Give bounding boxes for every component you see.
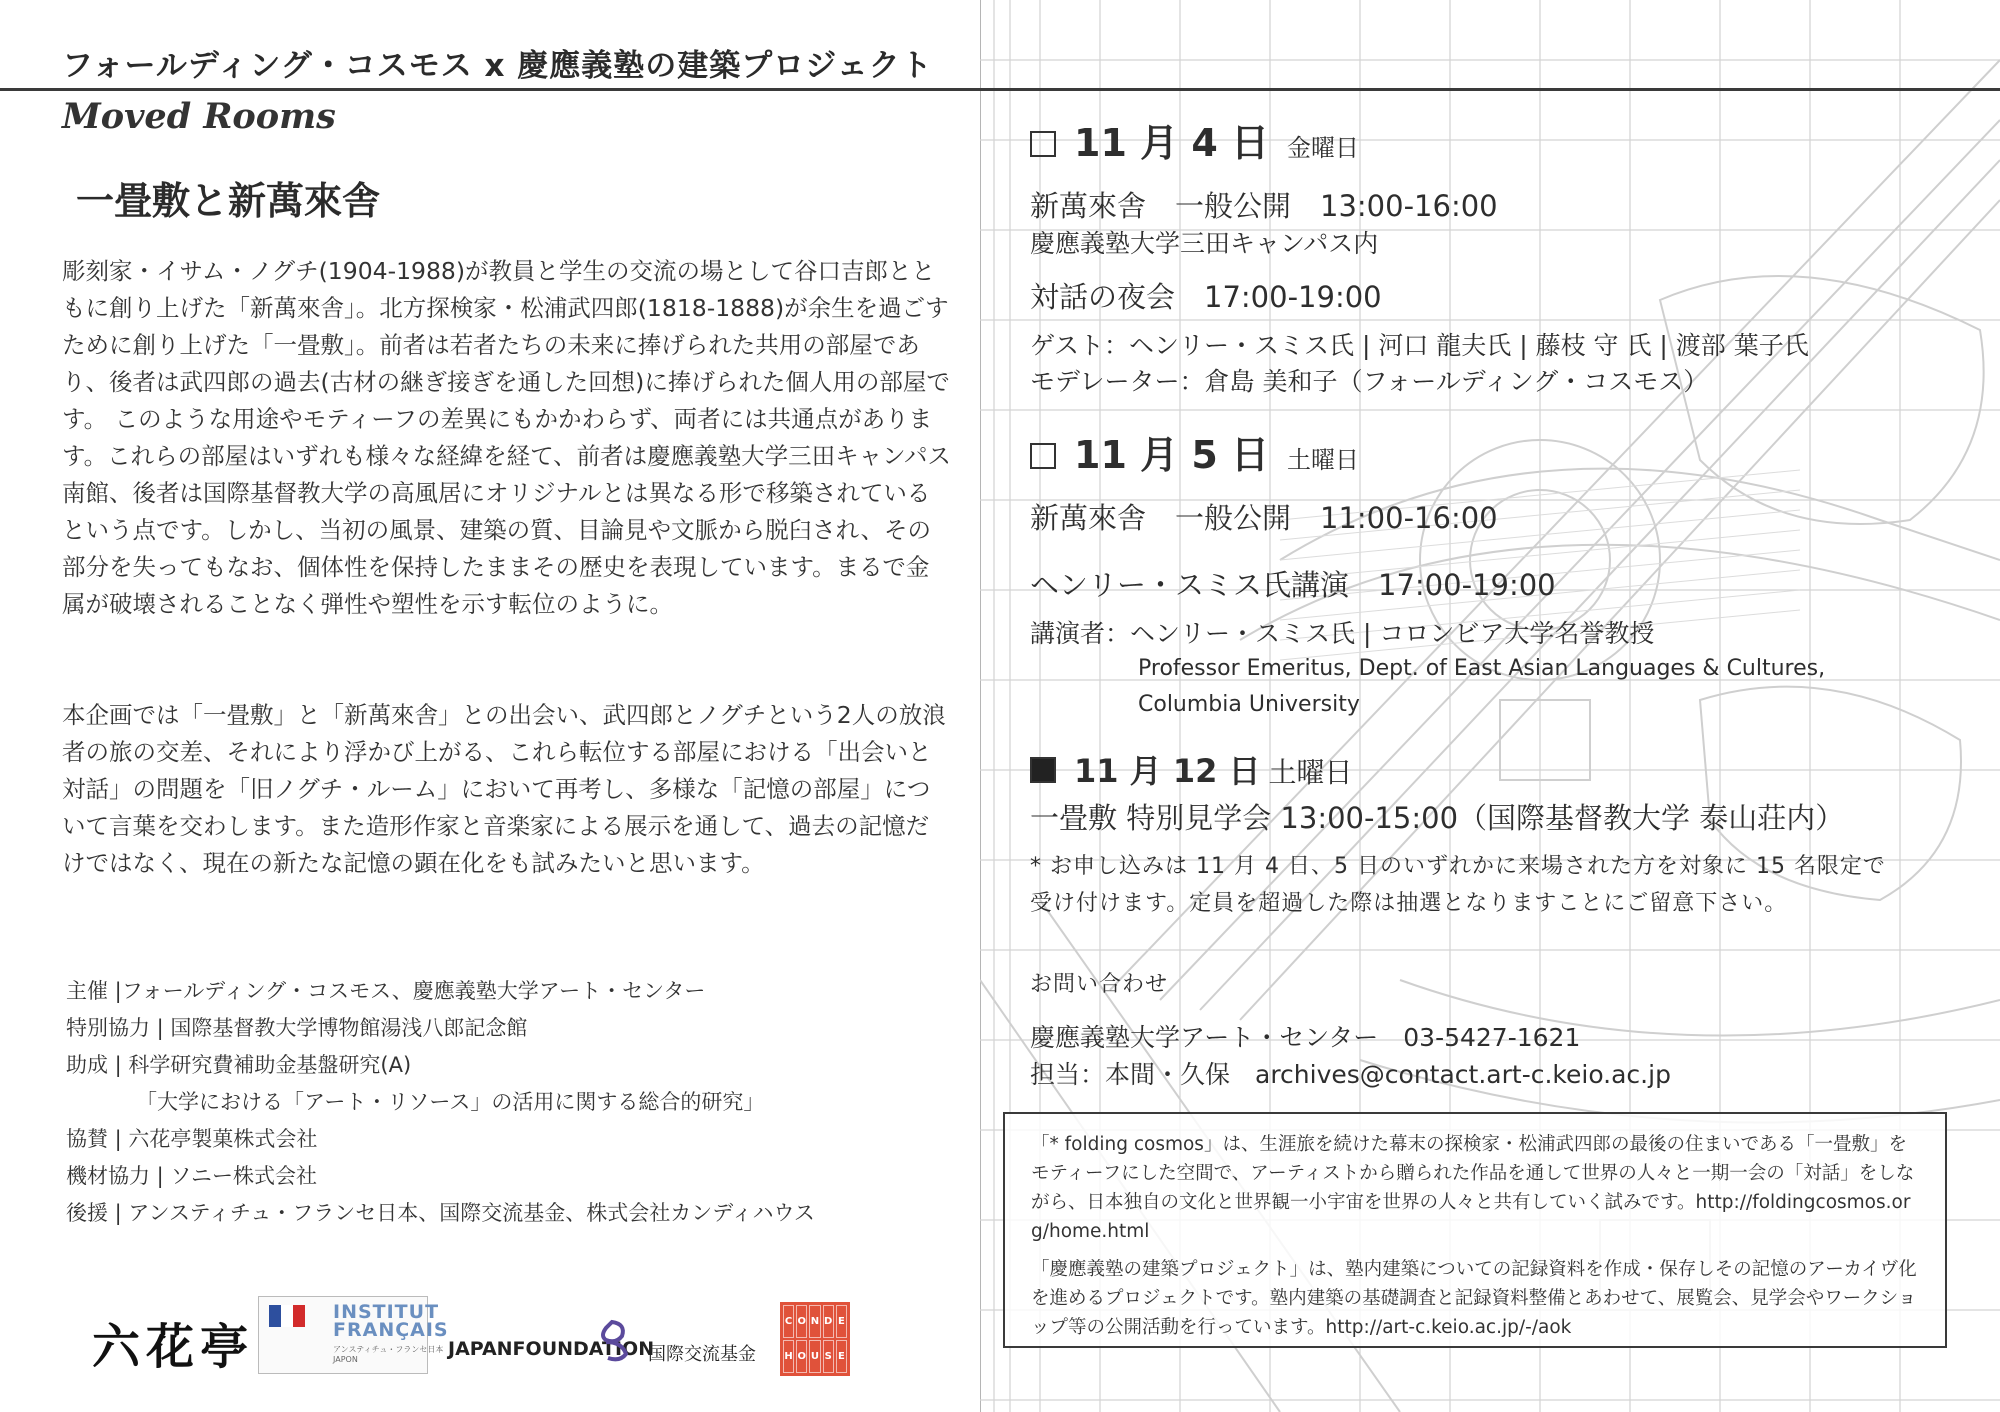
- contact-org-phone: 慶應義塾大学アート・センター 03-5427-1621: [1030, 1023, 1581, 1052]
- section-heading: 一畳敷と新萬來舎: [76, 179, 381, 223]
- condehouse-letter: O: [796, 1305, 807, 1338]
- contact-label: お問い合わせ: [1030, 972, 1169, 997]
- event-date: 11 月 12 日: [1074, 752, 1261, 790]
- kokusai-koryu-kikin-text: 国際交流基金: [648, 1344, 756, 1365]
- event-date-nov5: [1030, 424, 1359, 479]
- condehouse-letter: O: [796, 1340, 807, 1373]
- credit-organizer: 主催 |フォールディング・コスモス、慶應義塾大学アート・センター: [66, 979, 706, 1003]
- intro-paragraph: 彫刻家・イサム・ノグチ(1904-1988)が教員と学生の交流の場として谷口吉郎とともに創り上げた「新萬來舎」。北方探検家・松浦武四郎(1818-1888)が余生を過ごすために創り上げた「一畳敷」。前者は若者たちの未来に捧げられた共用の部屋であり、後者は武四郎の過去(古材の継ぎ接ぎを通した回想)に捧げられた個人用の部屋です。 このような用途やモティーフの差異にもかかわらず、両者には共通点があります。これらの部屋はいずれも様々な経緯を経て、前者は慶應義塾大学三田キャンパス南館、後者は国際基督教大学の高風居にオリジナルとは異なる形で移築されているという点です。しかし、当初の風景、建築の質、目論見や文脈から脱臼され、その部分を失ってもなお、個体性を保持したままその歴史を表現しています。まるで金属が破壊されることなく弾性や塑性を示す転位のように。: [62, 257, 952, 618]
- institut-francais-logo: [258, 1296, 449, 1374]
- condehouse-letter: C: [783, 1305, 794, 1338]
- nov4-dialogue-night: 対話の夜会 17:00-19:00: [1030, 280, 1382, 314]
- nov5-speaker: 講演者：ヘンリー・スミス氏 | コロンビア大学名誉教授: [1030, 619, 1655, 648]
- nov4-moderator: モデレーター：倉島 美和子（フォールディング・コスモス）: [1030, 367, 1709, 396]
- credit-grant-title: 「大学における「アート・リソース」の活用に関する総合的研究」: [136, 1090, 765, 1114]
- nov12-note-line2: 受け付けます。定員を超過した際は抽選となりますことにご留意下さい。: [1030, 891, 1788, 916]
- credit-equipment: 機材協力 | ソニー株式会社: [66, 1164, 318, 1188]
- header-rule: [0, 88, 2000, 91]
- subtitle: Moved Rooms: [62, 96, 336, 137]
- nov5-speaker-title-en: Professor Emeritus, Dept. of East Asian Languages & Cultures,: [1138, 656, 1826, 681]
- project-info-box: [1003, 1112, 1947, 1348]
- event-date-nov4: [1030, 112, 1359, 167]
- credit-grant: 助成 | 科学研究費補助金基盤研究(A): [66, 1053, 412, 1077]
- condehouse-letter: S: [823, 1340, 834, 1373]
- nov5-speaker-university-en: Columbia University: [1138, 692, 1360, 717]
- french-flag-icon: [269, 1305, 305, 1327]
- checkbox-icon: [1030, 131, 1056, 157]
- condehouse-letter: E: [836, 1340, 847, 1373]
- rokkatei-logo: 六花亭: [92, 1319, 255, 1375]
- condehouse-letter: D: [823, 1305, 834, 1338]
- japan-foundation-mark-icon: [592, 1318, 634, 1364]
- credit-special-cooperation: 特別協力 | 国際基督教大学博物館湯浅八郎記念館: [66, 1016, 528, 1040]
- header-title: フォールディング・コスモス x 慶應義塾の建築プロジェクト: [62, 48, 933, 84]
- event-date-nov12: [1030, 746, 1353, 792]
- condehouse-letter: N: [809, 1305, 820, 1338]
- nov12-special-visit: 一畳敷 特別見学会 13:00-15:00（国際基督教大学 泰山荘内）: [1030, 801, 1845, 835]
- credit-sponsor: 協賛 | 六花亭製菓株式会社: [66, 1127, 318, 1151]
- event-weekday: 金曜日: [1287, 134, 1360, 162]
- credit-support: 後援 | アンスティチュ・フランセ日本、国際交流基金、株式会社カンディハウス: [66, 1201, 815, 1225]
- sponsor-logos: [0, 1280, 900, 1390]
- nov4-guests: ゲスト：ヘンリー・スミス氏 | 河口 龍夫氏 | 藤枝 守 氏 | 渡部 葉子氏: [1030, 331, 1809, 360]
- keio-architecture-project-description: 「慶應義塾の建築プロジェクト」は、塾内建築についての記録資料を作成・保存しその記憶のアーカイヴ化を進めるプロジェクトです。塾内建築の基礎調査と記録資料整備とあわせて、展覧会、見学会やワークショップ等の公開活動を行っています。http://art-c.keio.ac.jp/-/aok: [1031, 1259, 1917, 1338]
- plan-paragraph: 本企画では「一畳敷」と「新萬來舎」との出会い、武四郎とノグチという2人の放浪者の旅の交差、それにより浮かび上がる、これら転位する部屋における「出会いと対話」の問題を「旧ノグチ・ルーム」において再考し、多様な「記憶の部屋」について言葉を交わします。また造形作家と音楽家による展示を通して、過去の記憶だけではなく、現在の新たな記憶の顕在化をも試みたいと思います。: [62, 701, 946, 877]
- condehouse-letter: U: [809, 1340, 820, 1373]
- checkbox-icon: [1030, 443, 1056, 469]
- event-date: 11 月 5 日: [1074, 433, 1270, 477]
- filled-square-icon: [1030, 757, 1056, 783]
- credits: [66, 973, 815, 1232]
- event-weekday: 土曜日: [1268, 756, 1353, 789]
- institut-name: INSTITUT FRANÇAIS: [333, 1301, 449, 1341]
- contact-person-email: 担当：本間・久保 archives@contact.art-c.keio.ac.jp: [1030, 1060, 1671, 1089]
- nov4-open-house: 新萬來舎 一般公開 13:00-16:00: [1030, 189, 1498, 223]
- event-date: 11 月 4 日: [1074, 121, 1270, 165]
- condehouse-logo: [780, 1302, 850, 1376]
- institut-subtitle-ja: アンスティチュ・フランセ日本: [333, 1345, 444, 1354]
- folding-cosmos-description: 「* folding cosmos」は、生涯旅を続けた幕末の探検家・松浦武四郎の最後の住まいである「一畳敷」をモティーフにした空間で、アーティストから贈られた作品を通して世界の人々と一期一会の「対話」をしながら、日本独自の文化と世界観一小宇宙を世界の人々と共有していく試みです。http://foldingcosmos.org/home.html: [1031, 1134, 1915, 1242]
- institut-subtitle-japon: JAPON: [333, 1355, 358, 1364]
- condehouse-letter: H: [783, 1340, 794, 1373]
- institut-subtitle: [333, 1345, 443, 1365]
- nov4-venue: 慶應義塾大学三田キャンパス内: [1030, 229, 1379, 258]
- nov5-open-house: 新萬來舎 一般公開 11:00-16:00: [1030, 501, 1498, 535]
- nov5-lecture: ヘンリー・スミス氏講演 17:00-19:00: [1030, 568, 1556, 602]
- japan-foundation-logo: JAPANFOUNDATION: [448, 1338, 655, 1360]
- nov12-note-line1: * お申し込みは 11 月 4 日、5 日のいずれかに来場された方を対象に 15 名限定で: [1030, 854, 1886, 879]
- condehouse-letter: E: [836, 1305, 847, 1338]
- event-weekday: 土曜日: [1287, 446, 1360, 474]
